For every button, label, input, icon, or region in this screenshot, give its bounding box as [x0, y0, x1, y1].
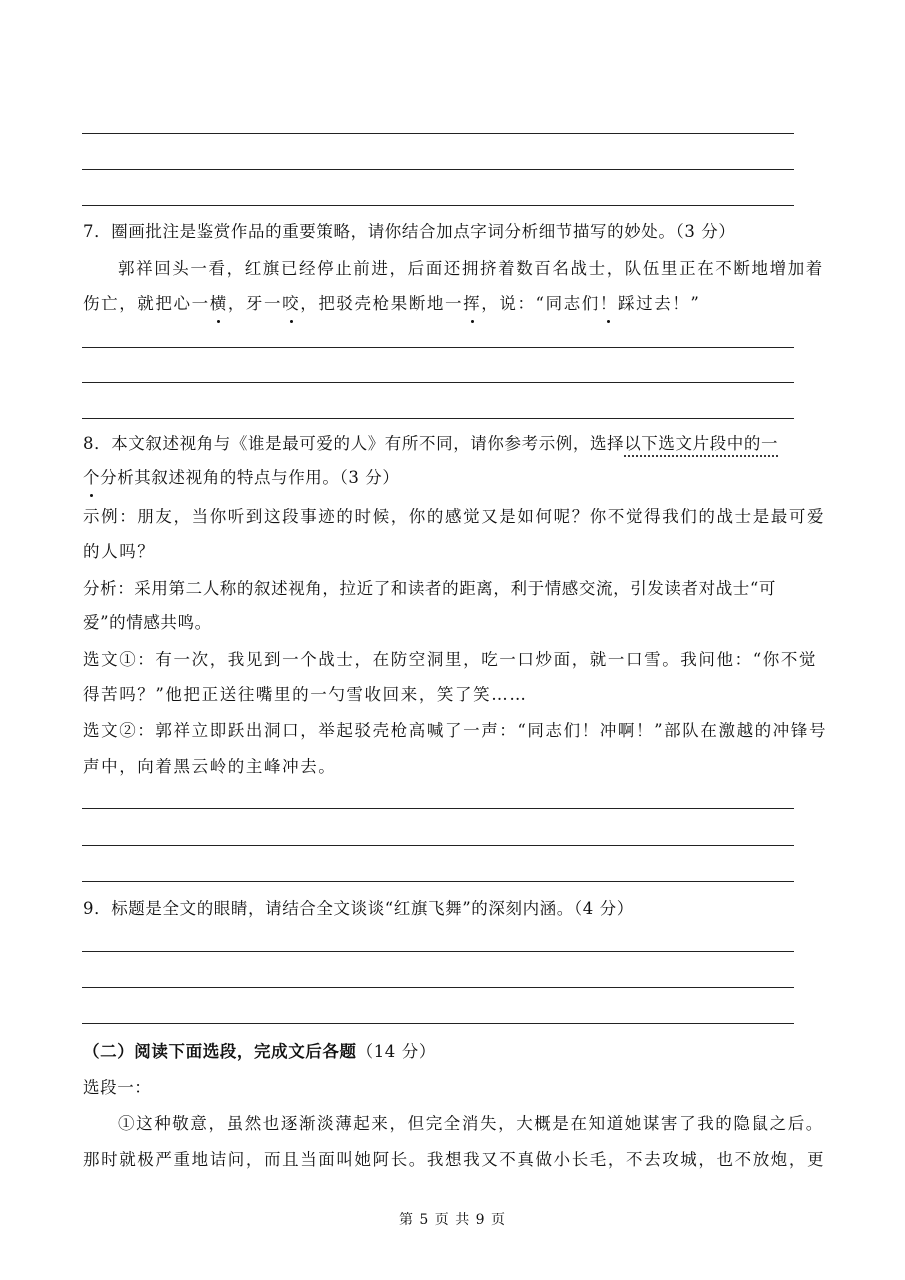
- q7-passage-text: ，说: [481, 294, 518, 313]
- answer-line[interactable]: [82, 951, 794, 952]
- q7-passage-text: 伤亡，就把心一: [83, 294, 210, 313]
- q8-prompt-text: 8．本文叙述视角与《谁是最可爱的人》有所不同，请你参考示例，选择: [83, 434, 625, 453]
- answer-line[interactable]: [82, 1023, 794, 1024]
- section-heading-score: （14 分）: [356, 1042, 436, 1061]
- answer-line[interactable]: [82, 418, 794, 419]
- q8-selection-2-line-1: 选文②：郭祥立即跃出洞口，举起驳壳枪高喊了一声：“同志们！冲啊！”部队在激越的冲锋号: [83, 721, 828, 740]
- q8-prompt-line-2: [83, 467, 400, 489]
- q8-analysis-line-1: 分析：采用第二人称的叙述视角，拉近了和读者的距离，利于情感交流，引发读者对战士“可: [83, 579, 777, 598]
- q8-selection-2-line-2: 声中，向着黑云岭的主峰冲去。: [83, 757, 337, 776]
- q8-prompt-line-1: [83, 433, 778, 455]
- q8-example-line-2: 的人吗？: [83, 542, 156, 561]
- q8-dotted-text: 以下选文片段中的一: [624, 434, 779, 453]
- q8-selection-1-line-2: 得苦吗？”他把正送往嘴里的一勺雪收回来，笑了笑……: [83, 685, 528, 704]
- passage-paragraph-1-line-2: 那时就极严重地诘问，而且当面叫她阿长。我想我又不真做小长毛，不去攻城，也不放炮，更: [83, 1150, 826, 1169]
- passage-paragraph-1-line-1: ①这种敬意，虽然也逐渐淡薄起来，但完全消失，大概是在知道她谋害了我的隐鼠之后。: [118, 1114, 824, 1133]
- dotted-word: 咬: [282, 294, 301, 313]
- section-heading: [83, 1041, 436, 1063]
- q8-analysis-line-2: 爱”的情感共鸣。: [83, 613, 212, 632]
- answer-line[interactable]: [82, 987, 794, 988]
- q8-selection-1-line-1: 选文①：有一次，我见到一个战士，在防空洞里，吃一口炒面，就一口雪。我问他：“你不觉: [83, 650, 818, 669]
- answer-line[interactable]: [82, 347, 794, 348]
- section-heading-text: （二）阅读下面选段，完成文后各题: [83, 1042, 357, 1061]
- q7-prompt: 7．圈画批注是鉴赏作品的重要策略，请你结合加点字词分析细节描写的妙处。（3 分）: [83, 222, 736, 241]
- answer-line[interactable]: [82, 382, 794, 383]
- dotted-word: 横: [209, 294, 228, 313]
- page-number: 第 5 页 共 9 页: [398, 1212, 507, 1228]
- q9-prompt: 9．标题是全文的眼睛，请结合全文谈谈“红旗飞舞”的深刻内涵。（4 分）: [83, 899, 634, 918]
- q7-passage-text: ，牙一: [227, 294, 283, 313]
- selection-label: 选段一：: [83, 1078, 152, 1097]
- answer-line[interactable]: [82, 169, 794, 170]
- answer-line[interactable]: [82, 808, 794, 809]
- answer-line[interactable]: [82, 845, 794, 846]
- dotted-word: 挥: [463, 294, 482, 313]
- answer-line[interactable]: [82, 133, 794, 134]
- dotted-word: ：“同志们！踩过去！”: [517, 294, 701, 313]
- answer-line[interactable]: [82, 205, 794, 206]
- q8-prompt-text: 分析其叙述视角的特点与作用。（3 分）: [100, 468, 400, 487]
- q7-passage-line-1: 郭祥回头一看，红旗已经停止前进，后面还拥挤着数百名战士，队伍里正在不断地增加着: [118, 259, 824, 278]
- q7-passage-text: ，把驳壳枪果断地一: [300, 294, 464, 313]
- answer-line[interactable]: [82, 881, 794, 882]
- dotted-word: 个: [83, 468, 101, 487]
- q8-example-line-1: 示例：朋友，当你听到这段事迹的时候，你的感觉又是如何呢？你不觉得我们的战士是最可爱: [83, 507, 826, 526]
- q7-passage-line-2: [83, 293, 700, 315]
